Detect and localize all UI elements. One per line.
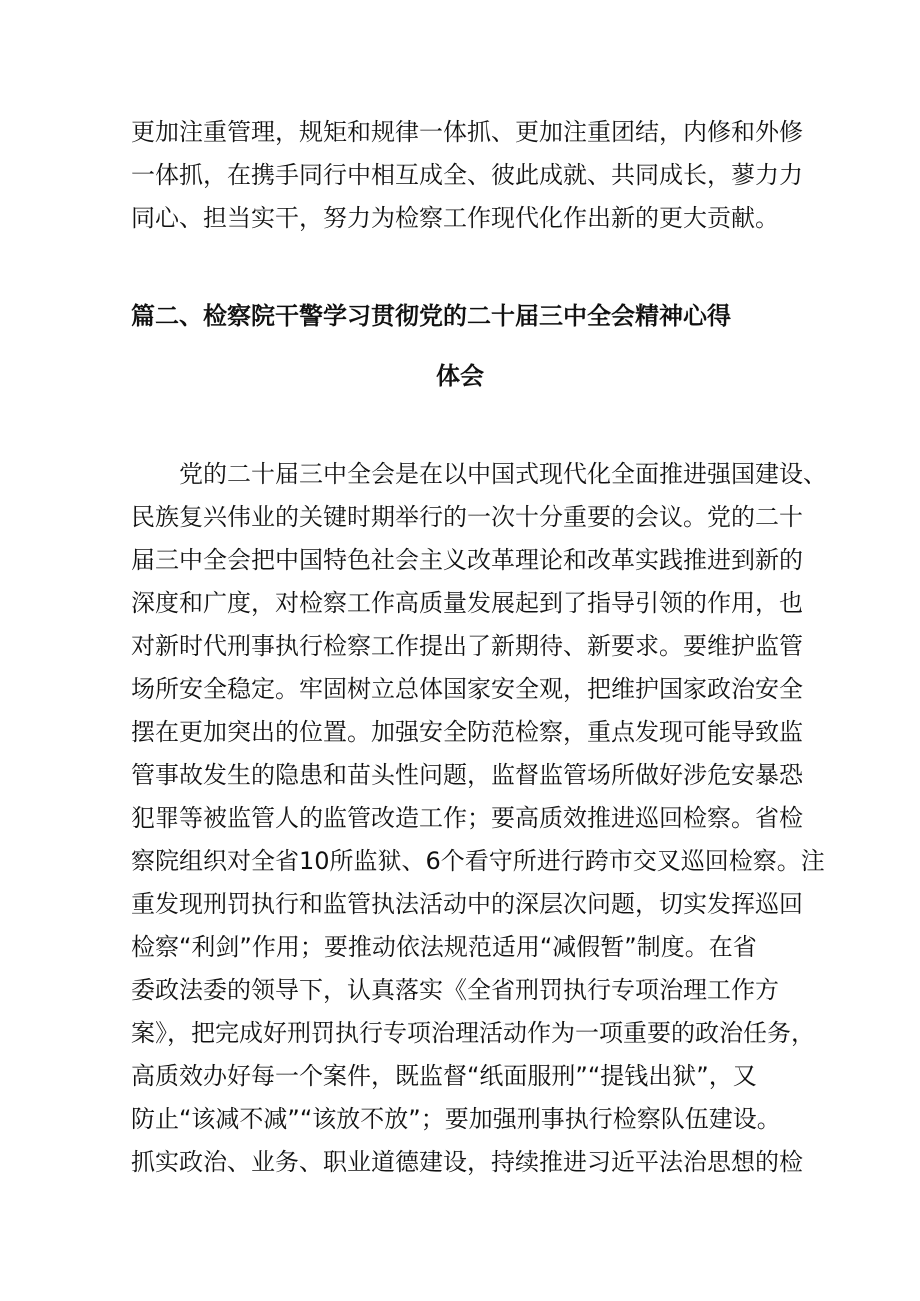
intro-line-1: 更加注重管理，规矩和规律一体抓、更加注重团结，内修和外修 [131, 118, 803, 146]
body-line-5: 对新时代刑事执行检察工作提出了新期待、新要求。要维护监管 [131, 632, 803, 660]
body-line-1: 党的二十届三中全会是在以中国式现代化全面推进强国建设、 [179, 460, 827, 488]
body-line-15: 高质效办好每一个案件，既监督“纸面服刑”“提钱出狱”，又 [131, 1062, 757, 1090]
body-line-12: 检察“利剑”作用；要推动依法规范适用“减假暂”制度。在省 [131, 933, 757, 961]
body-line-6: 场所安全稳定。牢固树立总体国家安全观，把维护国家政治安全 [131, 675, 803, 703]
body-line-14: 案》，把完成好刑罚执行专项治理活动作为一项重要的政治任务， [131, 1019, 815, 1047]
intro-line-3: 同心、担当实干，努力为检察工作现代化作出新的更大贡献。 [131, 204, 779, 232]
body-line-11: 重发现刑罚执行和监管执法活动中的深层次问题，切实发挥巡回 [131, 890, 803, 918]
body-line-8: 管事故发生的隐患和苗头性问题，监督监管场所做好涉危安暴恐 [131, 761, 803, 789]
body-line-13: 委政法委的领导下，认真落实《全省刑罚执行专项治理工作方 [131, 976, 779, 1004]
section-title-line-1: 篇二、检察院干警学习贯彻党的二十届三中全会精神心得 [131, 302, 731, 330]
body-line-7: 摆在更加突出的位置。加强安全防范检察，重点发现可能导致监 [131, 718, 803, 746]
intro-line-2: 一体抓，在携手同行中相互成全、彼此成就、共同成长，蓼力力 [131, 161, 803, 189]
body-line-9: 犯罪等被监管人的监管改造工作；要高质效推进巡回检察。省检 [131, 804, 803, 832]
body-line-2: 民族复兴伟业的关键时期举行的一次十分重要的会议。党的二十 [131, 503, 803, 531]
body-line-16: 防止“该减不减”“该放不放”；要加强刑事执行检察队伍建设。 [131, 1105, 781, 1133]
section-title-line-2: 体会 [436, 362, 484, 390]
body-line-3: 届三中全会把中国特色社会主义改革理论和改革实践推进到新的 [131, 546, 803, 574]
body-line-17: 抓实政治、业务、职业道德建设，持续推进习近平法治思想的检 [131, 1148, 803, 1176]
body-line-4: 深度和广度，对检察工作高质量发展起到了指导引领的作用，也 [131, 589, 803, 617]
body-line-10: 察院组织对全省10所监狱、6个看守所进行跨市交叉巡回检察。注 [131, 847, 825, 875]
